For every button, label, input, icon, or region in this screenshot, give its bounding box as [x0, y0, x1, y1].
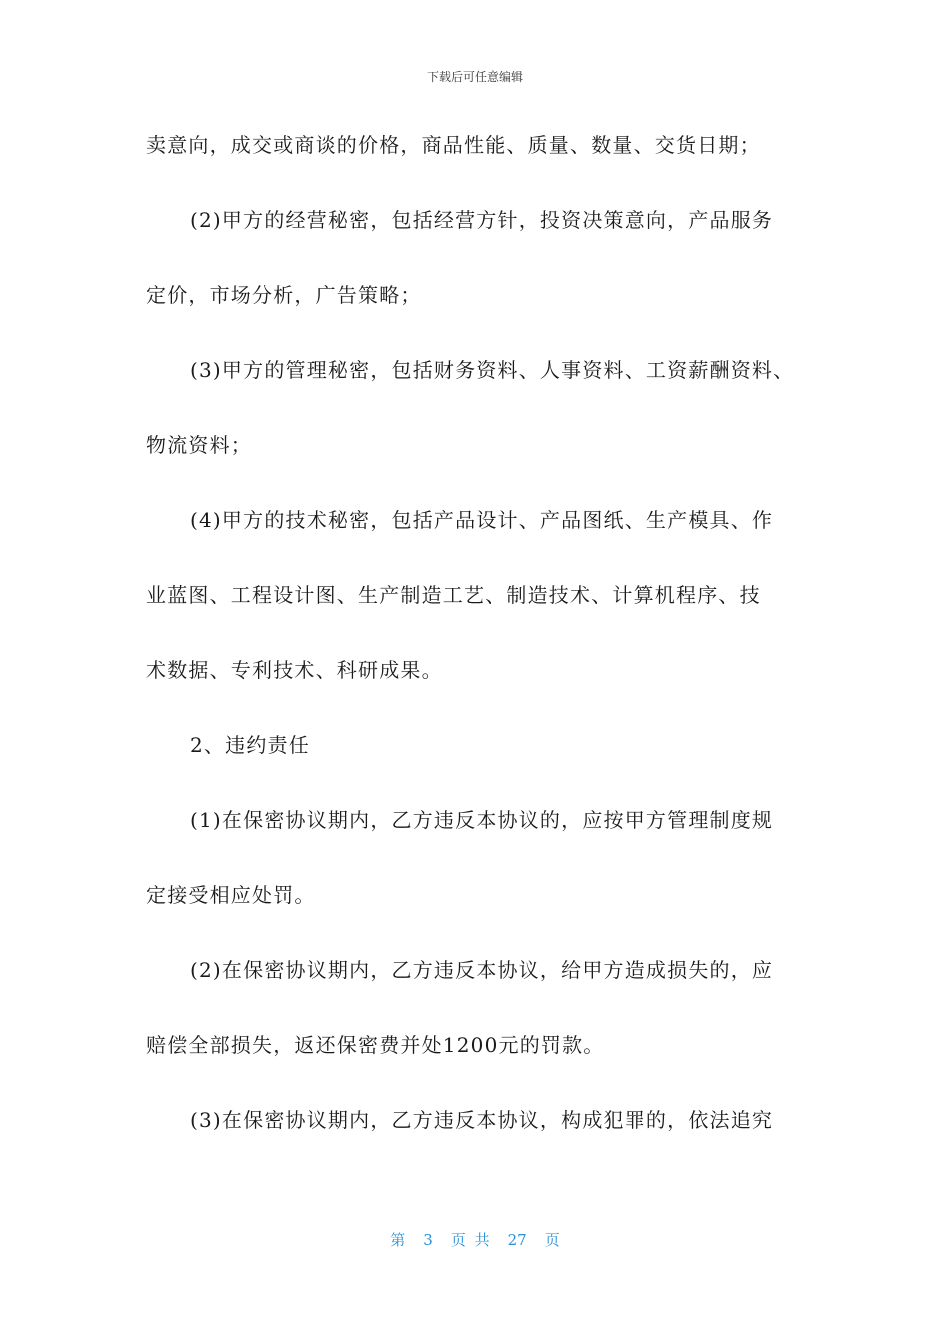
footer-prefix: 第 [390, 1231, 406, 1249]
section-heading: 2、违约责任 [190, 733, 310, 757]
page-header: 下载后可任意编辑 [426, 70, 523, 84]
paragraph-line: 赔偿全部损失，返还保密费并处1200元的罚款。 [146, 1033, 605, 1057]
paragraph-line: (2)在保密协议期内，乙方违反本协议，给甲方造成损失的，应 [190, 958, 774, 982]
paragraph-line: (4)甲方的技术秘密，包括产品设计、产品图纸、生产模具、作 [190, 508, 774, 532]
paragraph-line: (2)甲方的经营秘密，包括经营方针，投资决策意向，产品服务 [190, 208, 774, 232]
paragraph-line: 业蓝图、工程设计图、生产制造工艺、制造技术、计算机程序、技 [146, 583, 761, 607]
paragraph-line: 卖意向，成交或商谈的价格，商品性能、质量、数量、交货日期； [146, 133, 761, 157]
paragraph-line: (1)在保密协议期内，乙方违反本协议的，应按甲方管理制度规 [190, 808, 774, 832]
document-body [146, 130, 814, 1180]
paragraph-line: (3)甲方的管理秘密，包括财务资料、人事资料、工资薪酬资料、 [190, 358, 795, 382]
footer-page-number: 3 [423, 1231, 433, 1249]
paragraph-line: 物流资料； [146, 433, 252, 457]
footer-total-pages: 27 [507, 1231, 527, 1249]
paragraph-line: 术数据、专利技术、科研成果。 [146, 658, 443, 682]
paragraph-line: 定接受相应处罚。 [146, 883, 316, 907]
footer-suffix: 页 [544, 1231, 560, 1249]
page-footer [0, 1229, 950, 1250]
paragraph-line: 定价，市场分析，广告策略； [146, 283, 422, 307]
paragraph-line: (3)在保密协议期内，乙方违反本协议，构成犯罪的，依法追究 [190, 1108, 774, 1132]
footer-middle: 页 共 [450, 1231, 490, 1249]
